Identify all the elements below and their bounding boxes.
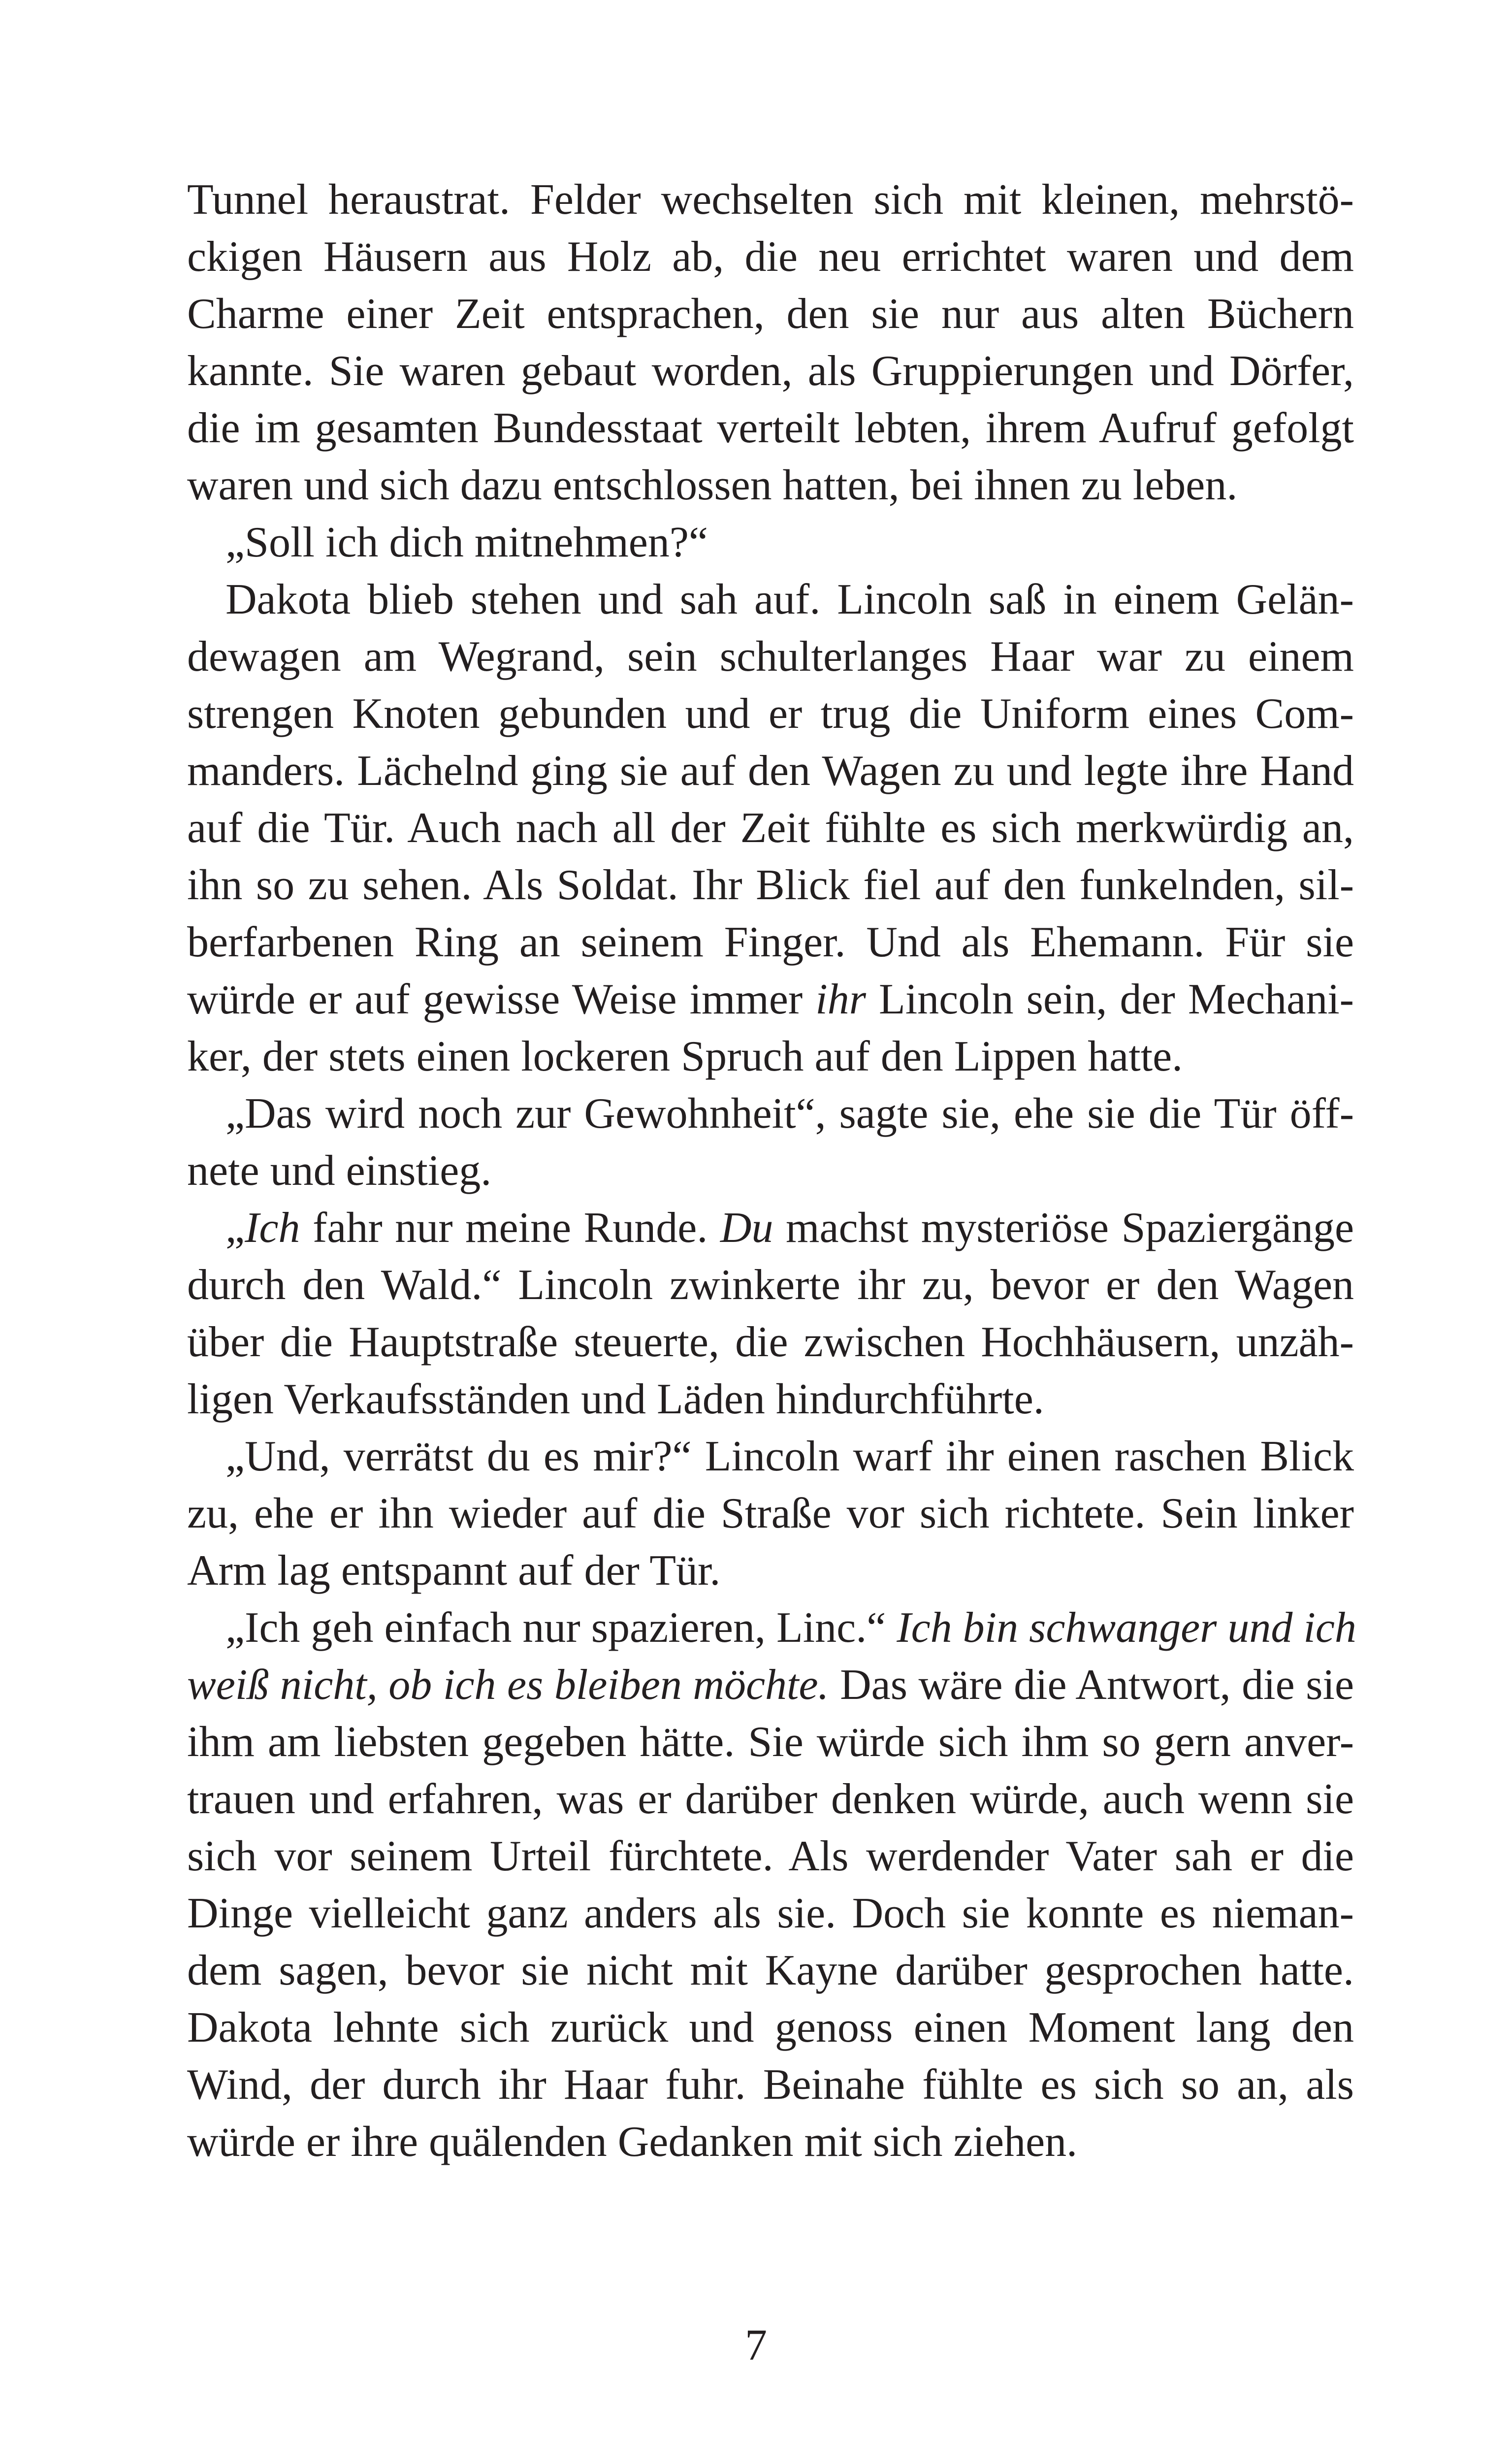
text-line [187, 914, 1354, 971]
text-segment: ckigen Häusern aus Holz ab, die neu errichtet waren und dem [187, 233, 1354, 281]
text-segment: „Soll ich dich mitnehmen?“ [225, 519, 708, 566]
text-line [225, 1200, 1354, 1257]
text-line [187, 400, 1354, 457]
text-line [187, 1485, 1354, 1542]
text-segment: berfarbenen Ring an seinem Finger. Und als Ehemann. Für sie [187, 918, 1354, 966]
italic-text: weiß nicht, ob ich es bleiben möchte. [187, 1661, 829, 1709]
text-segment: ligen Verkaufsständen und Läden hindurchführte. [187, 1375, 1044, 1423]
italic-text: ihr [815, 976, 866, 1023]
text-line [187, 2056, 1354, 2114]
text-segment: durch den Wald.“ Lincoln zwinkerte ihr zu, bevor er den Wagen [187, 1261, 1354, 1309]
text-segment: sich vor seinem Urteil fürchtete. Als werdender Vater sah er die [187, 1832, 1354, 1880]
text-line [187, 971, 1354, 1028]
text-segment: die im gesamten Bundesstaat verteilt lebten, ihrem Aufruf gefolgt [187, 404, 1354, 452]
text-line [187, 1771, 1354, 1828]
page-number: 7 [745, 2321, 767, 2370]
text-line [187, 1314, 1354, 1371]
text-line [187, 1542, 1354, 1599]
text-line [187, 1142, 1354, 1200]
text-line [187, 800, 1354, 857]
italic-text: Du [720, 1204, 773, 1252]
text-segment: fahr nur meine Runde. [300, 1204, 720, 1252]
text-line [187, 171, 1354, 228]
text-line [187, 857, 1354, 914]
italic-text: Ich bin schwanger und ich [897, 1604, 1356, 1652]
text-line [187, 1371, 1354, 1428]
text-line [187, 1885, 1354, 1942]
text-segment: Dakota lehnte sich zurück und genoss einen Moment lang den [187, 2004, 1354, 2052]
text-segment: dewagen am Wegrand, sein schulterlanges Haar war zu einem [187, 633, 1354, 681]
text-segment: „Das wird noch zur Gewohnheit“, sagte sie, ehe sie die Tür öff- [225, 1090, 1354, 1138]
italic-text: Ich [245, 1204, 300, 1252]
text-segment: Dakota blieb stehen und sah auf. Lincoln saß in einem Gelän- [225, 576, 1354, 623]
text-segment: ker, der stets einen lockeren Spruch auf den Lippen hatte. [187, 1033, 1183, 1080]
text-segment: „ [225, 1204, 245, 1252]
text-segment: Tunnel heraustrat. Felder wechselten sich mit kleinen, mehrstö- [187, 176, 1354, 224]
text-line [187, 1028, 1354, 1085]
text-segment: Arm lag entspannt auf der Tür. [187, 1547, 721, 1595]
text-segment: würde er ihre quälenden Gedanken mit sich ziehen. [187, 2118, 1078, 2166]
text-line [187, 1657, 1354, 1714]
text-line [187, 1942, 1354, 1999]
text-segment: Charme einer Zeit entsprachen, den sie nur aus alten Büchern [187, 290, 1354, 338]
text-line [187, 628, 1354, 685]
text-line [187, 228, 1354, 286]
text-line [187, 1257, 1354, 1314]
text-segment: „Ich geh einfach nur spazieren, Linc.“ [225, 1604, 897, 1652]
text-segment: ihm am liebsten gegeben hätte. Sie würde sich ihm so gern anver- [187, 1718, 1354, 1766]
text-line [187, 343, 1354, 400]
text-line [187, 286, 1354, 343]
text-line [187, 743, 1354, 800]
text-segment: Lincoln sein, der Mechani- [866, 976, 1354, 1023]
text-segment: manders. Lächelnd ging sie auf den Wagen zu und legte ihre Hand [187, 747, 1354, 795]
text-segment: nete und einstieg. [187, 1147, 492, 1195]
text-line [225, 514, 1354, 571]
text-segment: Dinge vielleicht ganz anders als sie. Doch sie konnte es nieman- [187, 1889, 1354, 1937]
text-line [225, 1085, 1354, 1142]
text-segment: kannte. Sie waren gebaut worden, als Gruppierungen und Dörfer, [187, 347, 1354, 395]
text-line [187, 685, 1354, 743]
text-line [187, 1714, 1354, 1771]
text-line [187, 1999, 1354, 2056]
text-segment: zu, ehe er ihn wieder auf die Straße vor sich richtete. Sein linker [187, 1490, 1354, 1537]
text-segment: Wind, der durch ihr Haar fuhr. Beinahe fühlte es sich so an, als [187, 2061, 1354, 2109]
text-segment: „Und, verrätst du es mir?“ Lincoln warf ihr einen raschen Blick [225, 1433, 1354, 1480]
text-line [225, 1599, 1354, 1657]
text-segment: würde er auf gewisse Weise immer [187, 976, 816, 1023]
text-line [225, 571, 1354, 628]
text-line [187, 457, 1354, 514]
text-segment: strengen Knoten gebunden und er trug die Uniform eines Com- [187, 690, 1354, 738]
text-line [187, 1828, 1354, 1885]
text-line [187, 2114, 1354, 2171]
text-segment: trauen und erfahren, was er darüber denken würde, auch wenn sie [187, 1775, 1354, 1823]
text-segment: auf die Tür. Auch nach all der Zeit fühlte es sich merkwürdig an, [187, 804, 1354, 852]
text-segment: machst mysteriöse Spaziergänge [773, 1204, 1354, 1252]
text-segment: ihn so zu sehen. Als Soldat. Ihr Blick fiel auf den funkelnden, sil- [187, 861, 1354, 909]
text-line [225, 1428, 1354, 1485]
text-segment: dem sagen, bevor sie nicht mit Kayne darüber gesprochen hatte. [187, 1947, 1354, 1994]
text-segment: Das wäre die Antwort, die sie [829, 1661, 1354, 1709]
text-segment: waren und sich dazu entschlossen hatten, bei ihnen zu leben. [187, 461, 1238, 509]
text-segment: über die Hauptstraße steuerte, die zwischen Hochhäusern, unzäh- [187, 1318, 1354, 1366]
